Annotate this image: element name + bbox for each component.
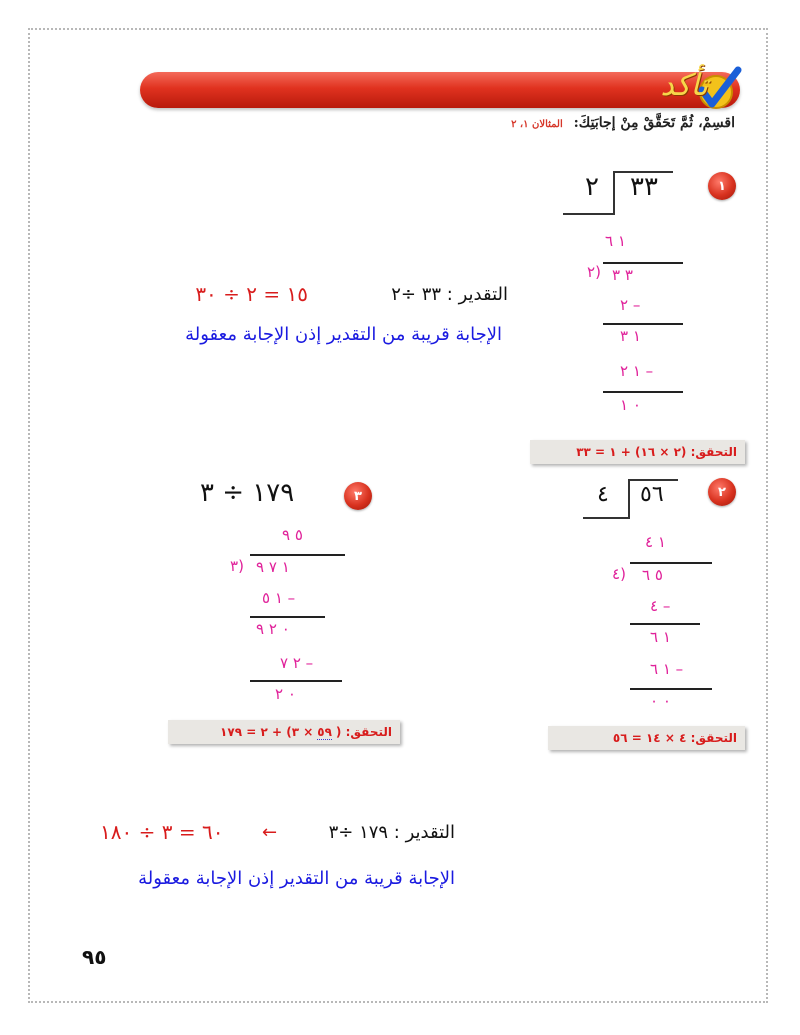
problem-3-quotient: ٥ ٩ [282, 526, 303, 544]
problem-3-arrow: ← [262, 822, 278, 843]
problem-3-line-2 [250, 680, 342, 682]
problem-1-bracket-vertical [613, 172, 615, 214]
problem-2-remainder-1: ١ ٦ [650, 628, 671, 646]
problem-1-estimate-label: التقدير : ٣٣ ÷٢ [391, 284, 508, 305]
problem-1-line-2 [603, 391, 683, 393]
problem-1-verify-text: التحقق: (٢ × ١٦) + ١ = ٣٣ [576, 445, 737, 459]
problem-2-badge: ٢ [708, 478, 736, 506]
problem-1-remainder-2: ٠ ١ [620, 396, 641, 414]
problem-3-verify-prefix: التحقق: ( [335, 725, 392, 739]
problem-2-ldiv-line [630, 562, 712, 564]
problem-2-step-2: ١ ٦ – [650, 660, 684, 678]
problem-3-verify-quotient: ٥٩ [317, 724, 332, 739]
problem-3-step-2: ٢ ٧ – [280, 654, 314, 672]
problem-2-quotient: ١ ٤ [645, 533, 666, 551]
page-number: ٩٥ [82, 945, 107, 969]
problem-2-dividend: ٥٦ [640, 482, 664, 507]
problem-2-verify-text: التحقق: ٤ × ١٤ = ٥٦ [612, 731, 737, 745]
problem-3-line-1 [250, 616, 325, 618]
problem-1-estimate-calc: ١٥ = ٢ ÷ ٣٠ [195, 282, 308, 306]
problem-1-ldiv-divisor: ٢) [587, 263, 601, 281]
problem-1-verify-box [530, 440, 745, 464]
problem-2-line-1 [630, 623, 700, 625]
problem-2-bracket-vertical [628, 480, 630, 518]
problem-3-remainder-1: ٠ ٢ ٩ [256, 620, 290, 638]
problem-1-ldiv-dividend: ٣ ٣ [612, 266, 633, 284]
problem-1-step-2: ١ ٢ – [620, 362, 654, 380]
problem-3-estimate-calc: ٦٠ = ٣ ÷ ١٨٠ [100, 820, 224, 844]
instruction-label: اقسِمْ، ثُمَّ تَحَقَّقْ مِنْ إجابَتِكَ: [573, 115, 735, 131]
problem-2-bracket-top [628, 479, 678, 481]
problem-2-bracket-horizontal [583, 517, 630, 519]
problem-2-remainder-2: ٠ ٠ [650, 692, 671, 710]
problem-3-ldiv-dividend: ١ ٧ ٩ [256, 558, 290, 576]
problem-3-badge: ٣ [344, 482, 372, 510]
problem-2-ldiv-divisor: ٤) [612, 565, 626, 583]
problem-3-step-1: ١ ٥ – [262, 589, 296, 607]
problem-3-conclusion: الإجابة قريبة من التقدير إذن الإجابة معقولة [138, 868, 455, 889]
problem-3-estimate-label: التقدير : ١٧٩ ÷٣ [328, 822, 455, 843]
instruction-text [511, 115, 735, 131]
problem-2-ldiv-dividend: ٥ ٦ [642, 566, 663, 584]
problem-3-ldiv-line [250, 554, 345, 556]
problem-1-dividend: ٣٣ [630, 172, 658, 202]
problem-1-bracket-horizontal [563, 213, 615, 215]
problem-1-step-1: ٢ – [620, 296, 641, 314]
problem-1-conclusion: الإجابة قريبة من التقدير إذن الإجابة معقولة [185, 324, 502, 345]
problem-3-verify-box [168, 720, 400, 744]
problem-2-step-1: ٤ – [650, 597, 671, 615]
problem-3-remainder-2: ٠ ٢ [275, 685, 296, 703]
problem-1-ldiv-line [603, 262, 683, 264]
problem-2-divisor: ٤ [597, 482, 609, 507]
problem-1-divisor: ٢ [585, 172, 599, 202]
problem-3-expression: ١٧٩ ÷ ٣ [200, 478, 295, 508]
problem-1-quotient: ١ ٦ [605, 232, 626, 250]
section-title: تأكد [660, 68, 708, 103]
problem-1-badge: ١ [708, 172, 736, 200]
problem-2-verify-box [548, 726, 745, 750]
problem-3-verify-rest: × ٣) + ٢ = ١٧٩ [220, 725, 314, 739]
problem-1-remainder-1: ١ ٣ [620, 327, 641, 345]
examples-reference: المثالان ١، ٢ [511, 119, 563, 130]
problem-1-line-1 [603, 323, 683, 325]
problem-2-line-2 [630, 688, 712, 690]
problem-1-bracket-top [613, 171, 673, 173]
problem-3-ldiv-divisor: ٣) [230, 557, 244, 575]
header-banner [140, 72, 740, 108]
